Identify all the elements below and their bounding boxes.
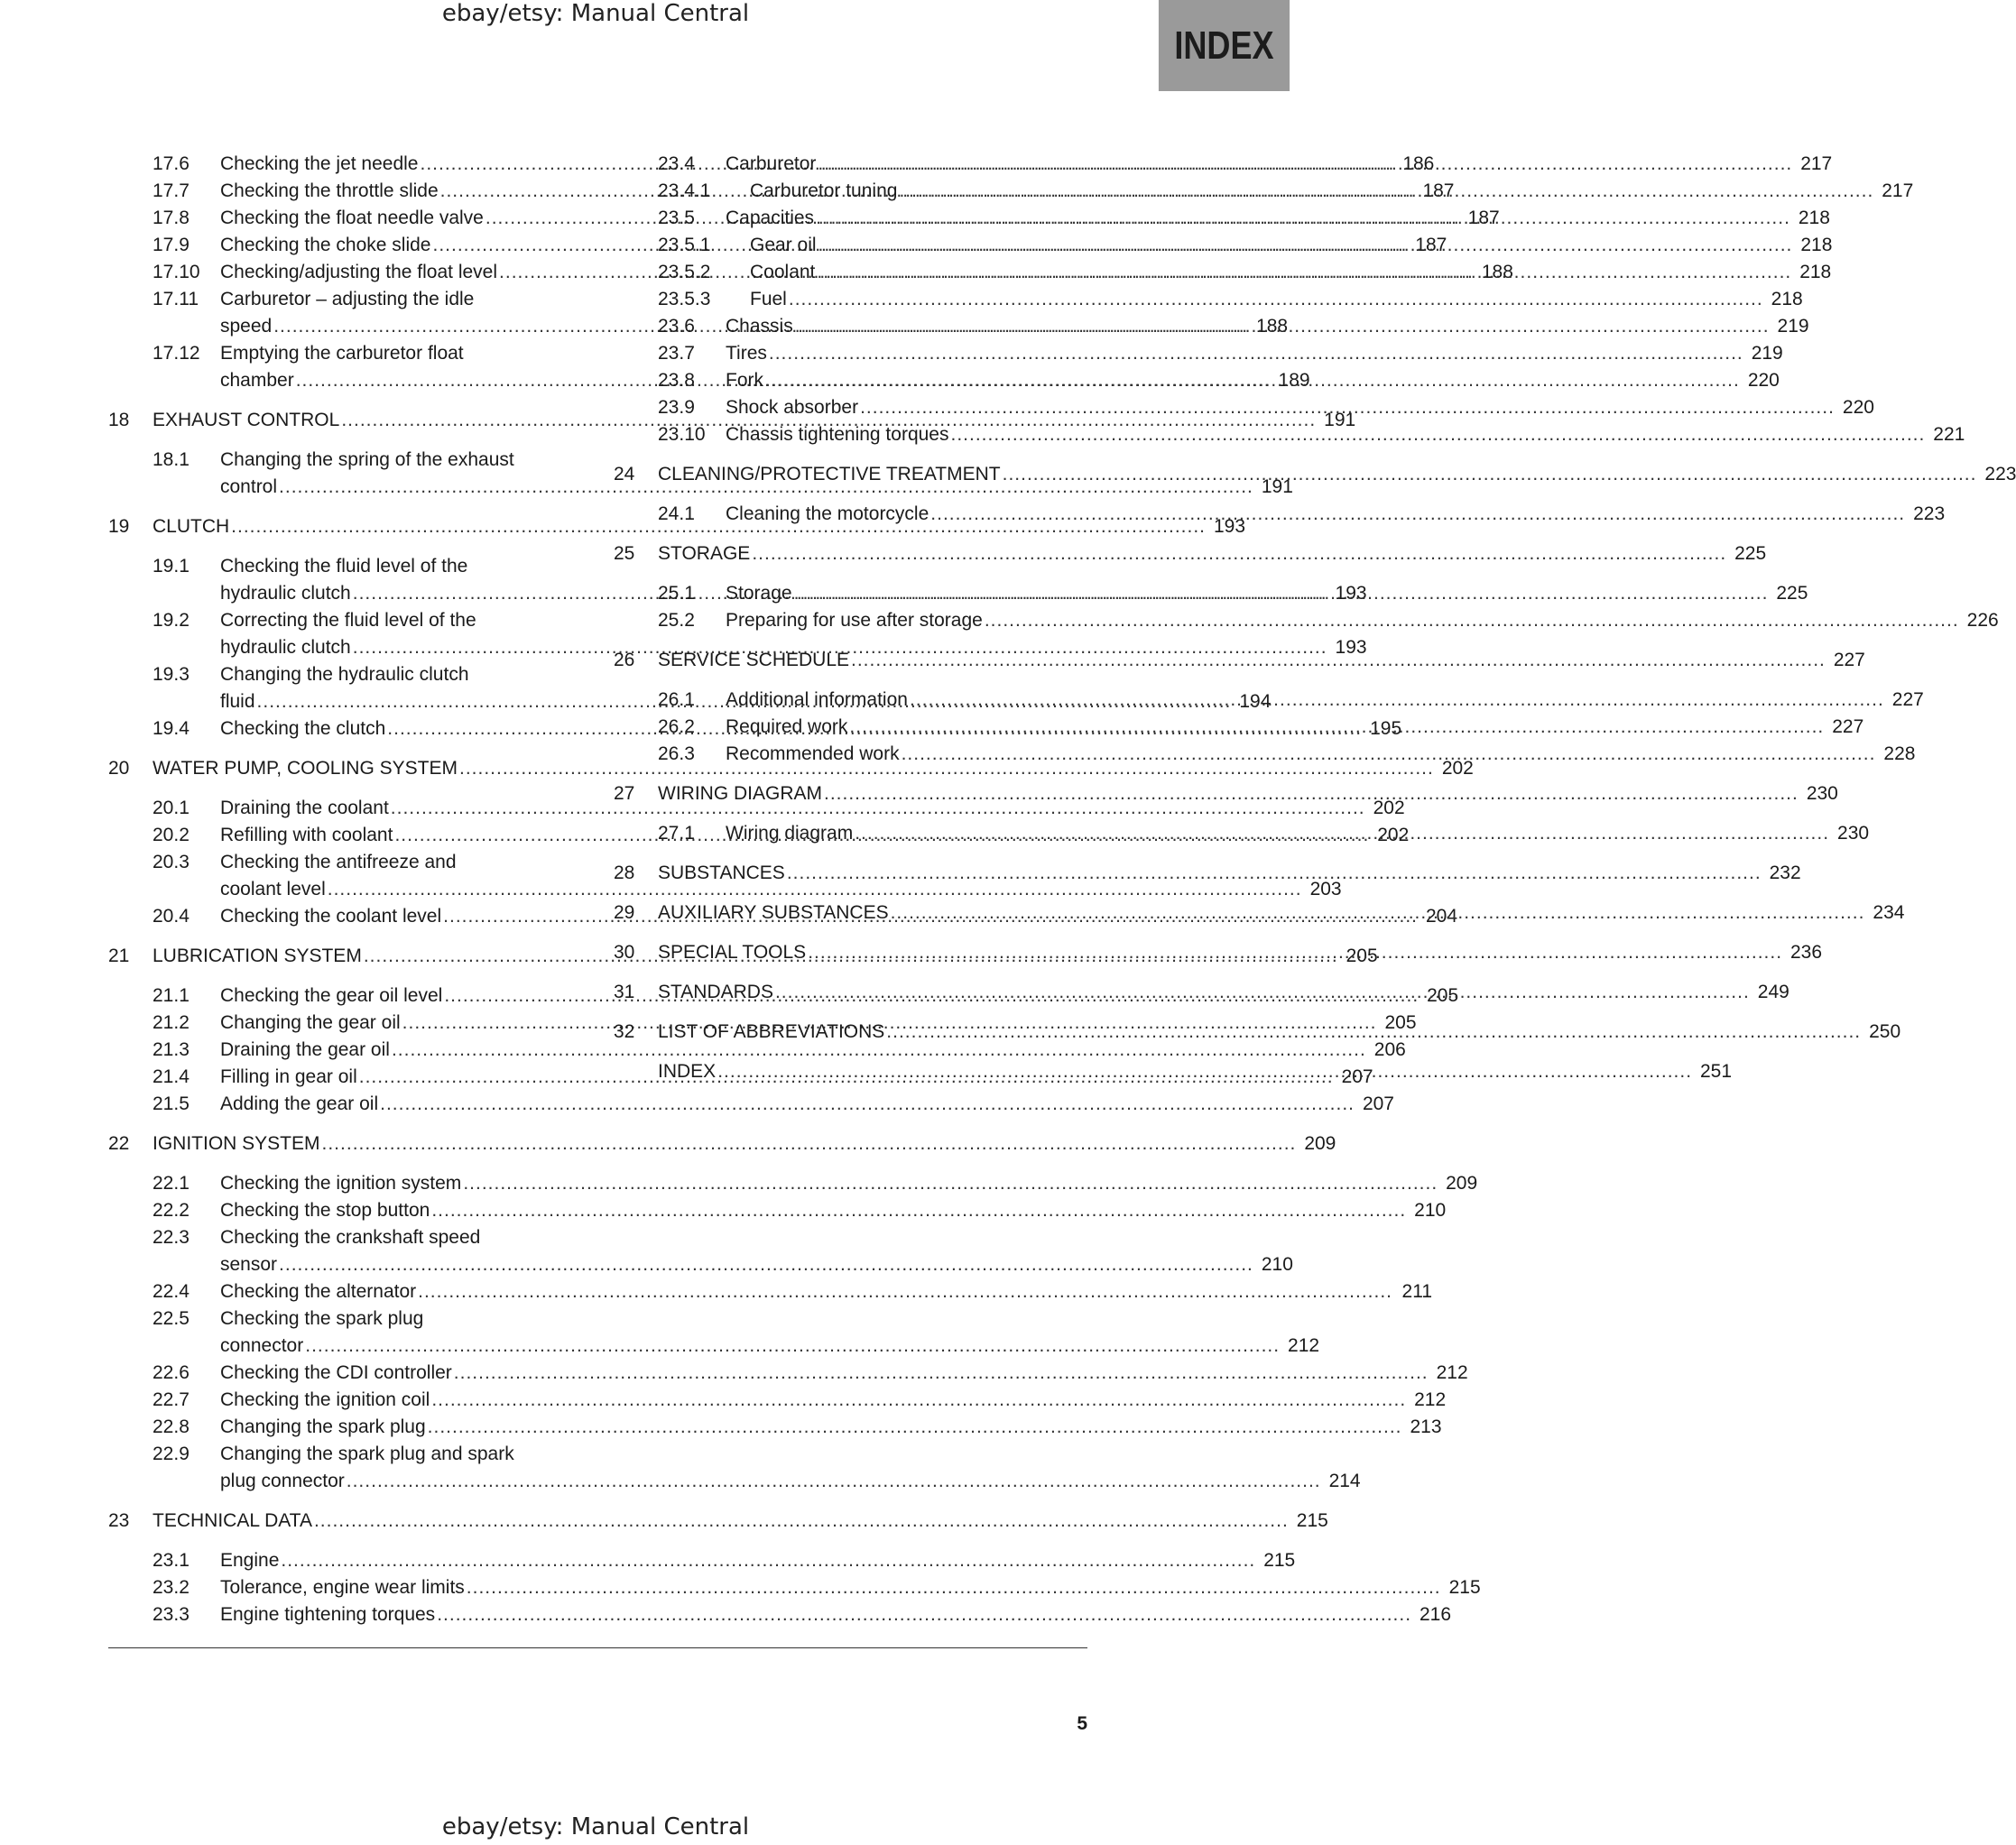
dot-leader: [795, 313, 1770, 340]
toc-page-number: 215: [1263, 1550, 1296, 1571]
toc-entry-number: 26: [614, 650, 635, 670]
toc-entry-number: 22.1: [153, 1173, 190, 1194]
toc-page-number: 219: [1777, 316, 1809, 337]
toc-entry-number: 22.6: [153, 1362, 190, 1383]
toc-page-number: 203: [1309, 879, 1342, 899]
toc-entry-number: 22.8: [153, 1416, 190, 1437]
toc-entry-number: 29: [614, 902, 635, 923]
toc-entry-title: hydraulic clutch: [220, 583, 351, 604]
toc-entry-title: CLEANING/PROTECTIVE TREATMENT: [658, 464, 1001, 484]
toc-page-number: 193: [1213, 516, 1246, 537]
toc-entry-number: 22.7: [153, 1389, 190, 1410]
toc-entry-title: LUBRICATION SYSTEM: [153, 946, 362, 966]
toc-page-number: 217: [1882, 180, 1914, 201]
toc-page-number: 194: [1239, 691, 1272, 712]
dot-leader: [717, 1058, 1692, 1085]
dot-leader: [902, 741, 1876, 768]
toc-entry-title: Required work: [726, 716, 848, 737]
toc-page-number: 202: [1377, 825, 1410, 845]
toc-entry-title-line: Checking the antifreeze and: [220, 852, 457, 872]
dot-leader: [314, 1508, 1289, 1535]
toc-entry-title: Checking the clutch: [220, 718, 386, 739]
watermark-top: ebay/etsy: Manual Central: [441, 0, 750, 27]
toc-entry-title: AUXILIARY SUBSTANCES: [658, 902, 889, 923]
toc-page-number: 230: [1837, 823, 1870, 844]
toc-entry-number: 28: [614, 863, 635, 883]
toc-page-number: 218: [1799, 262, 1832, 282]
toc-page-number: 212: [1414, 1389, 1447, 1410]
toc-section-entry[interactable]: [108, 1170, 1478, 1197]
toc-entry-number: 30: [614, 942, 635, 963]
toc-entry-number: 19.2: [153, 610, 190, 631]
footer-rule: [108, 1647, 1087, 1648]
toc-section-entry[interactable]: [108, 1414, 1442, 1441]
toc-entry-number: 26.1: [658, 689, 695, 710]
toc-page-number: 212: [1436, 1362, 1468, 1383]
toc-entry-title: sensor: [220, 1254, 278, 1275]
toc-section-entry[interactable]: [614, 340, 1783, 367]
toc-page-number: 223: [1984, 464, 2016, 484]
toc-page-number: 204: [1425, 906, 1458, 927]
toc-entry-title: Checking/adjusting the float level: [220, 262, 498, 282]
toc-section-entry[interactable]: [108, 1278, 1432, 1305]
toc-entry-number: 23.9: [658, 397, 695, 418]
toc-entry-number: 19: [108, 516, 130, 537]
toc-page-number: 209: [1446, 1173, 1478, 1194]
toc-entry-title: Cleaning the motorcycle: [726, 503, 929, 524]
toc-entry-title-line: Changing the spring of the exhaust: [220, 449, 514, 470]
toc-page-number: 218: [1800, 235, 1833, 255]
toc-entry-number: 23: [108, 1510, 130, 1531]
toc-entry-title: Tolerance, engine wear limits: [220, 1577, 465, 1598]
dot-leader: [816, 205, 1790, 232]
toc-entry-number: 18.1: [153, 449, 190, 470]
toc-entry-title-line: Carburetor – adjusting the idle: [220, 289, 475, 309]
toc-entry-title: Changing the gear oil: [220, 1012, 401, 1033]
toc-page-number: 227: [1832, 716, 1864, 737]
toc-page-number: 220: [1747, 370, 1780, 391]
toc-entry-title: Gear oil: [750, 235, 817, 255]
toc-entry-title: Carburetor: [726, 153, 817, 174]
toc-entry-title-line: Checking the fluid level of the: [220, 556, 468, 577]
toc-page-number: 202: [1373, 798, 1405, 818]
toc-page-number: 214: [1328, 1471, 1361, 1491]
toc-entry-title: fluid: [220, 691, 255, 712]
toc-entry-title: SPECIAL TOOLS: [658, 942, 807, 963]
dot-leader: [930, 501, 1905, 528]
toc-page-number: 189: [1278, 370, 1310, 391]
dot-leader: [467, 1574, 1441, 1601]
toc-entry-number: 23.4: [658, 153, 695, 174]
dot-leader: [818, 151, 1792, 178]
toc-entry-title-line: Changing the spark plug and spark: [220, 1444, 514, 1464]
dot-leader: [463, 1170, 1438, 1197]
toc-entry-number: 19.3: [153, 664, 190, 685]
toc-chapter-entry[interactable]: [108, 1130, 1336, 1158]
toc-entry-title: STORAGE: [658, 543, 751, 564]
dot-leader: [849, 714, 1824, 741]
toc-entry-number: 23.5: [658, 208, 695, 228]
toc-entry-number: 22: [108, 1133, 130, 1154]
toc-entry-number: 22.4: [153, 1281, 190, 1302]
toc-entry-title: connector: [220, 1335, 304, 1356]
toc-page-number: 250: [1869, 1021, 1901, 1042]
toc-entry-title: Carburetor tuning: [750, 180, 898, 201]
toc-entry-number: 23.4.1: [658, 180, 711, 201]
toc-section-entry[interactable]: [108, 1224, 1293, 1278]
dot-leader: [769, 340, 1743, 367]
toc-page-number: 236: [1790, 942, 1823, 963]
toc-entry-title: Checking the CDI controller: [220, 1362, 452, 1383]
toc-entry-number: 21.4: [153, 1066, 190, 1087]
toc-page-number: 213: [1410, 1416, 1442, 1437]
toc-entry-number: 26.3: [658, 743, 695, 764]
toc-page-number: 205: [1427, 985, 1459, 1006]
toc-page-number: 219: [1751, 343, 1783, 364]
toc-entry-number: 21: [108, 946, 130, 966]
toc-entry-number: 31: [614, 982, 635, 1002]
toc-section-entry[interactable]: [108, 1547, 1296, 1574]
toc-entry-number: 21.1: [153, 985, 190, 1006]
toc-subsection-entry[interactable]: [614, 286, 1803, 313]
toc-page-number: 220: [1842, 397, 1874, 418]
toc-entry-title: Preparing for use after storage: [726, 610, 983, 631]
toc-entry-number: 23.5.3: [658, 289, 711, 309]
dot-leader: [418, 1278, 1392, 1305]
index-tab: INDEX: [1159, 0, 1290, 91]
toc-section-entry[interactable]: [108, 1601, 1452, 1628]
toc-page-number: 221: [1933, 424, 1965, 445]
toc-page-number: 188: [1256, 316, 1289, 337]
dot-leader: [910, 687, 1884, 714]
toc-entry-number: 23.3: [153, 1604, 190, 1625]
toc-section-entry[interactable]: [614, 741, 1916, 768]
toc-page-number: 226: [1966, 610, 1999, 631]
toc-entry-title: IGNITION SYSTEM: [153, 1133, 320, 1154]
toc-page-number: 202: [1441, 758, 1474, 779]
toc-chapter-entry[interactable]: [108, 755, 1474, 782]
toc-entry-title: CLUTCH: [153, 516, 230, 537]
toc-entry-number: 24: [614, 464, 635, 484]
toc-page-number: 225: [1776, 583, 1808, 604]
toc-entry-title: hydraulic clutch: [220, 637, 351, 658]
toc-entry-number: 20: [108, 758, 130, 779]
toc-section-entry[interactable]: [108, 1305, 1320, 1360]
toc-section-entry[interactable]: [108, 1197, 1447, 1224]
dot-leader: [765, 367, 1740, 394]
dot-leader: [380, 1091, 1355, 1118]
toc-entry-title: LIST OF ABBREVIATIONS: [658, 1021, 885, 1042]
toc-entry-number: 22.9: [153, 1444, 190, 1464]
toc-page-number: 207: [1362, 1093, 1394, 1114]
dot-leader: [824, 780, 1799, 807]
dot-leader: [855, 820, 1829, 847]
toc-section-entry[interactable]: [108, 1091, 1394, 1118]
toc-page-number: 205: [1384, 1012, 1417, 1033]
toc-page-number: 206: [1373, 1039, 1406, 1060]
toc-entry-title-line: Changing the hydraulic clutch: [220, 664, 469, 685]
watermark-bottom: ebay/etsy: Manual Central: [441, 1813, 750, 1840]
toc-page-number: 227: [1891, 689, 1924, 710]
toc-entry-number: 17.12: [153, 343, 200, 364]
dot-leader: [794, 580, 1769, 607]
toc-entry-title: Recommended work: [726, 743, 900, 764]
toc-entry-number: 17.6: [153, 153, 190, 174]
toc-page-number: 193: [1335, 637, 1367, 658]
toc-entry-number: 23.6: [658, 316, 695, 337]
toc-page-number: 215: [1448, 1577, 1481, 1598]
toc-entry-number: 24.1: [658, 503, 695, 524]
dot-leader: [279, 1251, 1253, 1278]
toc-entry-number: 23.7: [658, 343, 695, 364]
toc-entry-title: Checking the stop button: [220, 1200, 430, 1221]
toc-entry-title: Engine: [220, 1550, 280, 1571]
toc-chapter-entry[interactable]: [108, 1508, 1328, 1535]
toc-page-number: 187: [1415, 235, 1447, 255]
dot-leader: [775, 979, 1750, 1006]
dot-leader: [950, 421, 1925, 448]
toc-entry-title: chamber: [220, 370, 294, 391]
toc-entry-number: 25.1: [658, 583, 695, 604]
toc-entry-number: 20.2: [153, 825, 190, 845]
toc-entry-title: Refilling with coolant: [220, 825, 393, 845]
dot-leader: [808, 939, 1782, 966]
toc-entry-number: 17.11: [153, 289, 199, 309]
toc-section-entry[interactable]: [614, 421, 1965, 448]
toc-section-entry[interactable]: [614, 607, 1999, 634]
toc-entry-number: 22.2: [153, 1200, 190, 1221]
toc-entry-title-line: Correcting the fluid level of the: [220, 610, 476, 631]
toc-entry-number: 20.1: [153, 798, 190, 818]
toc-entry-title: Shock absorber: [726, 397, 859, 418]
toc-entry-number: 27: [614, 783, 635, 804]
toc-page-number: 249: [1757, 982, 1789, 1002]
toc-page-number: 211: [1401, 1281, 1432, 1302]
toc-entry-number: 26.2: [658, 716, 695, 737]
dot-leader: [818, 232, 1793, 259]
toc-section-entry[interactable]: [108, 1574, 1481, 1601]
toc-entry-title: Wiring diagram: [726, 823, 854, 844]
dot-leader: [817, 259, 1791, 286]
toc-entry-title: Checking the ignition system: [220, 1173, 462, 1194]
toc-entry-number: 27.1: [658, 823, 695, 844]
toc-entry-number: 19.1: [153, 556, 190, 577]
toc-chapter-entry[interactable]: [614, 860, 1801, 887]
toc-page-number: 187: [1467, 208, 1500, 228]
dot-leader: [305, 1333, 1280, 1360]
toc-section-entry[interactable]: [108, 1441, 1361, 1495]
toc-entry-title: Adding the gear oil: [220, 1093, 379, 1114]
dot-leader: [985, 607, 1959, 634]
toc-entry-title: Checking the choke slide: [220, 235, 431, 255]
toc-page-number: 210: [1261, 1254, 1293, 1275]
toc-entry-title: Fuel: [750, 289, 787, 309]
dot-leader: [860, 394, 1835, 421]
toc-entry-title: Tires: [726, 343, 767, 364]
toc-entry-title-line: Checking the crankshaft speed: [220, 1227, 481, 1248]
toc-page-number: 210: [1414, 1200, 1447, 1221]
toc-page-number: 228: [1883, 743, 1916, 764]
toc-page-number: 209: [1304, 1133, 1336, 1154]
toc-entry-number: 23.1: [153, 1550, 190, 1571]
toc-page-number: 216: [1420, 1604, 1452, 1625]
page-number: 5: [1077, 1713, 1087, 1734]
toc-page-number: 193: [1335, 583, 1367, 604]
toc-entry-title: WATER PUMP, COOLING SYSTEM: [153, 758, 458, 779]
toc-entry-title-line: Emptying the carburetor float: [220, 343, 464, 364]
dot-leader: [281, 1547, 1255, 1574]
toc-entry-title: Checking the gear oil level: [220, 985, 443, 1006]
toc-entry-title: Draining the coolant: [220, 798, 389, 818]
dot-leader: [322, 1130, 1297, 1158]
dot-leader: [1003, 461, 1977, 488]
toc-entry-title: Additional information: [726, 689, 908, 710]
toc-section-entry[interactable]: [108, 795, 1405, 822]
toc-entry-title: Chassis tightening torques: [726, 424, 949, 445]
toc-entry-title: Checking the alternator: [220, 1281, 417, 1302]
toc-page-number: 227: [1833, 650, 1865, 670]
toc-entry-number: 23.8: [658, 370, 695, 391]
toc-page-number: 223: [1913, 503, 1946, 524]
toc-page-number: 191: [1324, 410, 1356, 430]
toc-entry-number: 18: [108, 410, 130, 430]
toc-page-number: 207: [1341, 1066, 1373, 1087]
toc-page-number: 234: [1873, 902, 1905, 923]
toc-entry-title: STANDARDS: [658, 982, 773, 1002]
dot-leader: [886, 1019, 1861, 1046]
toc-entry-number: 20.4: [153, 906, 190, 927]
toc-page-number: 205: [1346, 946, 1378, 966]
dot-leader: [347, 1468, 1321, 1495]
toc-entry-number: 21.2: [153, 1012, 190, 1033]
toc-entry-title: WIRING DIAGRAM: [658, 783, 822, 804]
toc-entry-number: 22.5: [153, 1308, 190, 1329]
toc-chapter-entry[interactable]: [614, 780, 1838, 807]
dot-leader: [431, 1197, 1406, 1224]
toc-page-number: 188: [1481, 262, 1513, 282]
toc-page-number: 218: [1771, 289, 1803, 309]
toc-entry-title: INDEX: [658, 1061, 717, 1082]
toc-entry-number: 17.9: [153, 235, 190, 255]
toc-page-number: 191: [1261, 476, 1293, 497]
toc-page-number: 232: [1769, 863, 1801, 883]
toc-entry-number: 22.3: [153, 1227, 190, 1248]
toc-entry-number: 23.2: [153, 1577, 190, 1598]
toc-entry-number: 19.4: [153, 718, 190, 739]
toc-page-number: 215: [1296, 1510, 1328, 1531]
toc-entry-title: SUBSTANCES: [658, 863, 785, 883]
toc-section-entry[interactable]: [108, 1037, 1406, 1064]
dot-leader: [851, 647, 1826, 674]
toc-page-number: 217: [1800, 153, 1833, 174]
toc-entry-title: Chassis: [726, 316, 793, 337]
toc-page-number: 218: [1798, 208, 1830, 228]
toc-entry-title: speed: [220, 316, 273, 337]
toc-entry-title: SERVICE SCHEDULE: [658, 650, 850, 670]
toc-entry-number: 21.5: [153, 1093, 190, 1114]
toc-entry-title: Engine tightening torques: [220, 1604, 436, 1625]
dot-leader: [431, 1387, 1406, 1414]
dot-leader: [789, 286, 1763, 313]
toc-entry-title: TECHNICAL DATA: [153, 1510, 312, 1531]
toc-entry-title: Filling in gear oil: [220, 1066, 357, 1087]
toc-entry-number: 17.7: [153, 180, 190, 201]
toc-entry-title-line: Checking the spark plug: [220, 1308, 424, 1329]
toc-entry-number: 32: [614, 1021, 635, 1042]
toc-entry-title: Checking the coolant level: [220, 906, 442, 927]
toc-entry-number: 17.8: [153, 208, 190, 228]
toc-entry-number: 25: [614, 543, 635, 564]
dot-leader: [428, 1414, 1402, 1441]
toc-page-number: 195: [1370, 718, 1402, 739]
toc-entry-title: Fork: [726, 370, 763, 391]
toc-section-entry[interactable]: [108, 1360, 1468, 1387]
toc-entry-title: Capacities: [726, 208, 815, 228]
toc-entry-title: Checking the float needle valve: [220, 208, 484, 228]
toc-entry-title: plug connector: [220, 1471, 345, 1491]
toc-entry-number: 17.10: [153, 262, 200, 282]
dot-leader: [454, 1360, 1429, 1387]
toc-section-entry[interactable]: [108, 1387, 1447, 1414]
dot-leader: [437, 1601, 1411, 1628]
toc-entry-title: Checking the throttle slide: [220, 180, 439, 201]
toc-entry-number: 25.2: [658, 610, 695, 631]
toc-page-number: 225: [1734, 543, 1767, 564]
toc-page-number: 230: [1806, 783, 1838, 804]
toc-entry-title: coolant level: [220, 879, 326, 899]
toc-entry-number: 20.3: [153, 852, 190, 872]
toc-entry-title: Draining the gear oil: [220, 1039, 390, 1060]
toc-entry-number: 23.5.1: [658, 235, 711, 255]
toc-entry-number: 21.3: [153, 1039, 190, 1060]
toc-page-number: 186: [1402, 153, 1435, 174]
toc-entry-title: Checking the jet needle: [220, 153, 419, 174]
toc-page-number: 212: [1288, 1335, 1320, 1356]
dot-leader: [891, 899, 1865, 927]
dot-leader: [787, 860, 1762, 887]
toc-page-number: 187: [1422, 180, 1455, 201]
toc-entry-title: Checking the ignition coil: [220, 1389, 430, 1410]
toc-chapter-entry[interactable]: [614, 540, 1767, 567]
toc-entry-title: Coolant: [750, 262, 816, 282]
toc-entry-title: EXHAUST CONTROL: [153, 410, 340, 430]
toc-entry-title: Storage: [726, 583, 792, 604]
toc-entry-title: control: [220, 476, 278, 497]
dot-leader: [899, 178, 1873, 205]
toc-entry-title: Changing the spark plug: [220, 1416, 426, 1437]
toc-entry-number: 23.5.2: [658, 262, 711, 282]
toc-page-number: 251: [1700, 1061, 1733, 1082]
dot-leader: [752, 540, 1726, 567]
toc-entry-number: 23.10: [658, 424, 706, 445]
